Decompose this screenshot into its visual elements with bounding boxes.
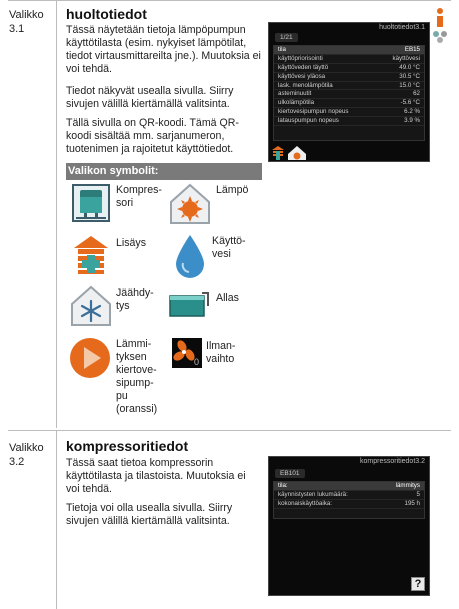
screen-caption: huoltotiedot3.1 [379,24,425,31]
symbol-compressor [70,182,162,224]
compressor-icon [70,182,112,224]
screen-row-label: kiertovesipumpun nopeus [278,108,349,116]
menu-column-divider-2 [56,430,57,609]
water-drop-icon [172,233,208,279]
heat-sun-house-icon [168,182,212,226]
symbol-cooling [70,285,154,327]
screen-row-label: tila: [278,482,288,489]
screen-row-value: 49.0 °C [399,63,420,71]
symbol-label: Ilman-vaihto [206,340,236,365]
symbol-label: Lämmi-tyksen kiertove-sipump-pu (oranssi) [116,338,158,415]
symbol-addition [70,235,146,275]
screen-row [274,55,424,64]
addition-heater-icon [70,235,112,275]
screen-data-panel [273,45,425,141]
screen-row-value: 62 [413,90,420,98]
screen-row-label: latauspumpun nopeus [278,117,339,125]
symbol-label: Lisäys [116,237,147,249]
paragraph-pages: Tiedot näkyvät usealla sivulla. Siirry sivujen välillä kiertämällä valitsinta. [66,85,234,110]
symbol-ventilation [172,338,246,368]
screen-row [274,90,424,99]
symbol-hot-water [172,233,248,279]
symbols-heading: Valikon symbolit: [66,163,262,180]
help-button[interactable]: ? [411,577,425,591]
paragraph-compressor-pages: Tietoja voi olla usealla sivulla. Siirry sivujen välillä kiertämällä valitsinta. [66,502,233,527]
screen-row [274,46,424,55]
screen-row-value: EB15 [404,46,420,53]
screen-page-indicator: 1/21 [275,33,298,42]
screen-row-label: kokonaiskäyttöaika: [278,499,332,507]
symbol-pool [168,290,239,320]
section-divider [8,430,451,431]
screen-row-value: 15.0 °C [399,81,420,89]
cooling-snowflake-house-icon [70,285,112,327]
display-screen-service-info [268,22,430,162]
top-divider [8,0,451,1]
circulation-pump-icon [68,336,112,380]
screen-row-value: käyttövesi [392,54,420,62]
screen-row-label: lask. menolämpötila [278,81,333,89]
symbol-heat [168,182,248,226]
screen-row-label: käyttöveden täyttö [278,63,329,71]
screen-row-label: käyttöpriorisointi [278,54,323,62]
svg-text:0: 0 [194,357,200,367]
section-title: huoltotiedot [66,6,147,22]
screen-row [274,108,424,117]
symbol-label: Allas [216,292,239,304]
screen-caption: kompressoritiedot3.2 [360,458,425,465]
info-icon [433,8,447,28]
symbol-label: Käyttö-vesi [212,235,246,260]
screen-row-value: 6.2 % [404,108,420,116]
screen-row [274,500,424,509]
screen-row-value: 195 h [404,499,420,507]
screen-data-panel [273,481,425,519]
screen-row [274,117,424,126]
menu-label-2: Valikko 3.2 [9,442,44,468]
symbol-label: Lämpö [216,184,249,196]
settings-dots-icon [432,30,448,44]
ventilation-fan-icon [172,338,202,368]
screen-row-value: -5.6 °C [400,99,420,107]
screen-row-label: käynnistysten lukumäärä: [278,490,348,498]
screen-row [274,491,424,500]
screen-row-value: 5 [416,490,420,498]
screen-row [274,82,424,91]
screen-row-value: 30.5 °C [399,72,420,80]
screen-row-value: 3.9 % [404,117,420,125]
screen-status-icons [271,145,307,161]
screen-row-label: käyttövesi yläosa [278,72,326,80]
symbol-label: Jäähdy-tys [116,287,154,312]
paragraph-intro: Tässä näytetään tietoja lämpöpumpun käyttötilasta (esim. nykyiset lämpötilat, tiedot virtausmittareilta jne.). Muutoksia ei voi tehdä. [66,24,261,75]
screen-row-label: asteminuutit [278,90,312,98]
screen-row-label: tila [278,46,286,53]
paragraph-compressor-intro: Tässä saat tietoa kompressorin käyttötilasta ja tilastoista. Muutoksia ei voi tehdä. [66,457,246,495]
screen-row [274,482,424,491]
menu-label: Valikko 3.1 [9,9,44,35]
screen-tab: EB101 [275,469,305,478]
symbol-label: Kompres-sori [116,184,162,209]
screen-row [274,73,424,82]
screen-row-label: ulkolämpötila [278,99,315,107]
menu-column-divider [56,0,57,428]
screen-row [274,64,424,73]
section-title-2: kompressoritiedot [66,438,189,454]
symbol-circulation-pump [68,336,162,416]
display-screen-compressor-info [268,456,430,596]
paragraph-qr: Tällä sivulla on QR-koodi. Tämä QR-koodi sisältää mm. sarjanumeron, tuotenimen ja rajoitetut käyttötiedot. [66,117,239,155]
pool-icon [168,290,212,320]
screen-row-value: lämmitys [395,482,420,489]
screen-row [274,99,424,108]
